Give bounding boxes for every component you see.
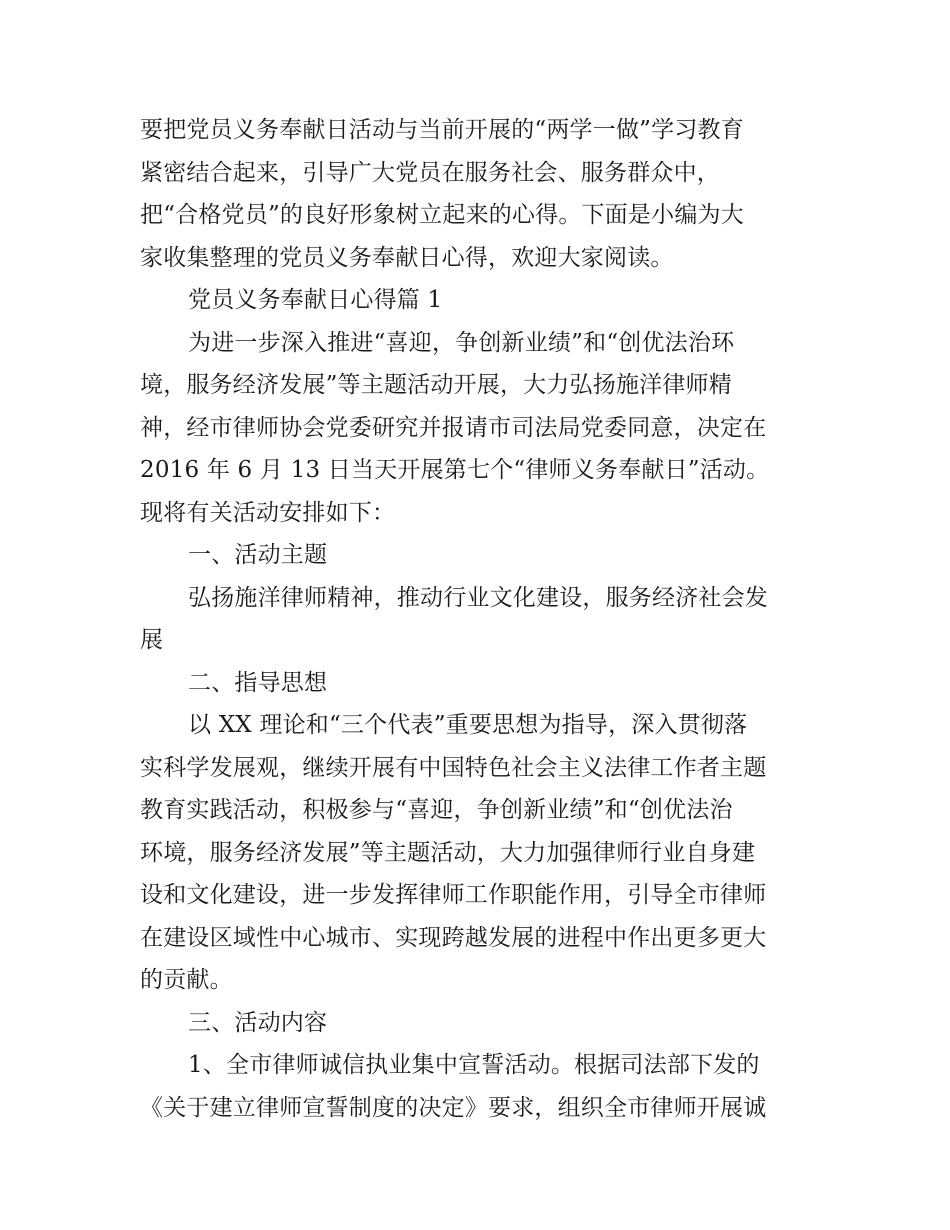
text-line: 紧密结合起来，引导广大党员在服务社会、服务群众中， xyxy=(140,159,720,186)
content-paragraph-1 xyxy=(140,1044,820,1129)
text-line: 把“合格党员”的良好形象树立起来的心得。下面是小编为大 xyxy=(140,202,744,228)
heading-activity-content: 三、活动内容 xyxy=(188,1009,328,1036)
heading-guiding-ideology: 二、指导思想 xyxy=(188,669,328,696)
text-line: 家收集整理的党员义务奉献日心得，欢迎大家阅读。 xyxy=(140,244,674,271)
text-line: 境，服务经济发展”等主题活动开展，大力弘扬施洋律师精 xyxy=(140,372,732,398)
text-line: 展 xyxy=(140,627,164,653)
text-line: 的贡献。 xyxy=(140,967,233,993)
guidance-paragraph xyxy=(140,704,820,1002)
theme-paragraph xyxy=(140,577,820,662)
text-line: 弘扬施洋律师精神，推动行业文化建设，服务经济社会发 xyxy=(188,584,768,611)
text-line: 教育实践活动，积极参与“喜迎，争创新业绩”和“创优法治 xyxy=(140,797,733,823)
text-line: 实科学发展观，继续开展有中国特色社会主义法律工作者主题 xyxy=(140,754,767,781)
text-line: 以 XX 理论和“三个代表”重要思想为指导，深入贯彻落 xyxy=(188,712,748,738)
text-line: 环境，服务经济发展”等主题活动，大力加强律师行业自身建 xyxy=(140,839,756,866)
intro-paragraph xyxy=(140,109,820,279)
heading-activity-theme: 一、活动主题 xyxy=(188,542,328,568)
text-line: 2016 年 6 月 13 日当天开展第七个“律师义务奉献日”活动。 xyxy=(140,457,770,483)
text-line: 神，经市律师协会党委研究并报请市司法局党委同意，决定在 xyxy=(140,414,767,441)
text-line: 在建设区域性中心城市、实现跨越发展的进程中作出更多更大 xyxy=(140,924,767,951)
text-line: 设和文化建设，进一步发挥律师工作职能作用，引导全市律师 xyxy=(140,882,767,908)
text-line: 现将有关活动安排如下： xyxy=(140,499,396,526)
text-line: 《关于建立律师宣誓制度的决定》要求，组织全市律师开展诚 xyxy=(140,1094,767,1121)
document-body xyxy=(140,109,820,1129)
section-title: 党员义务奉献日心得篇 1 xyxy=(188,287,443,313)
paragraph-1 xyxy=(140,322,820,535)
text-line: 1、全市律师诚信执业集中宣誓活动。根据司法部下发的 xyxy=(188,1052,760,1078)
text-line: 为进一步深入推进“喜迎，争创新业绩”和“创优法治环 xyxy=(188,329,735,356)
text-line: 要把党员义务奉献日活动与当前开展的“两学一做”学习教育 xyxy=(140,117,744,143)
